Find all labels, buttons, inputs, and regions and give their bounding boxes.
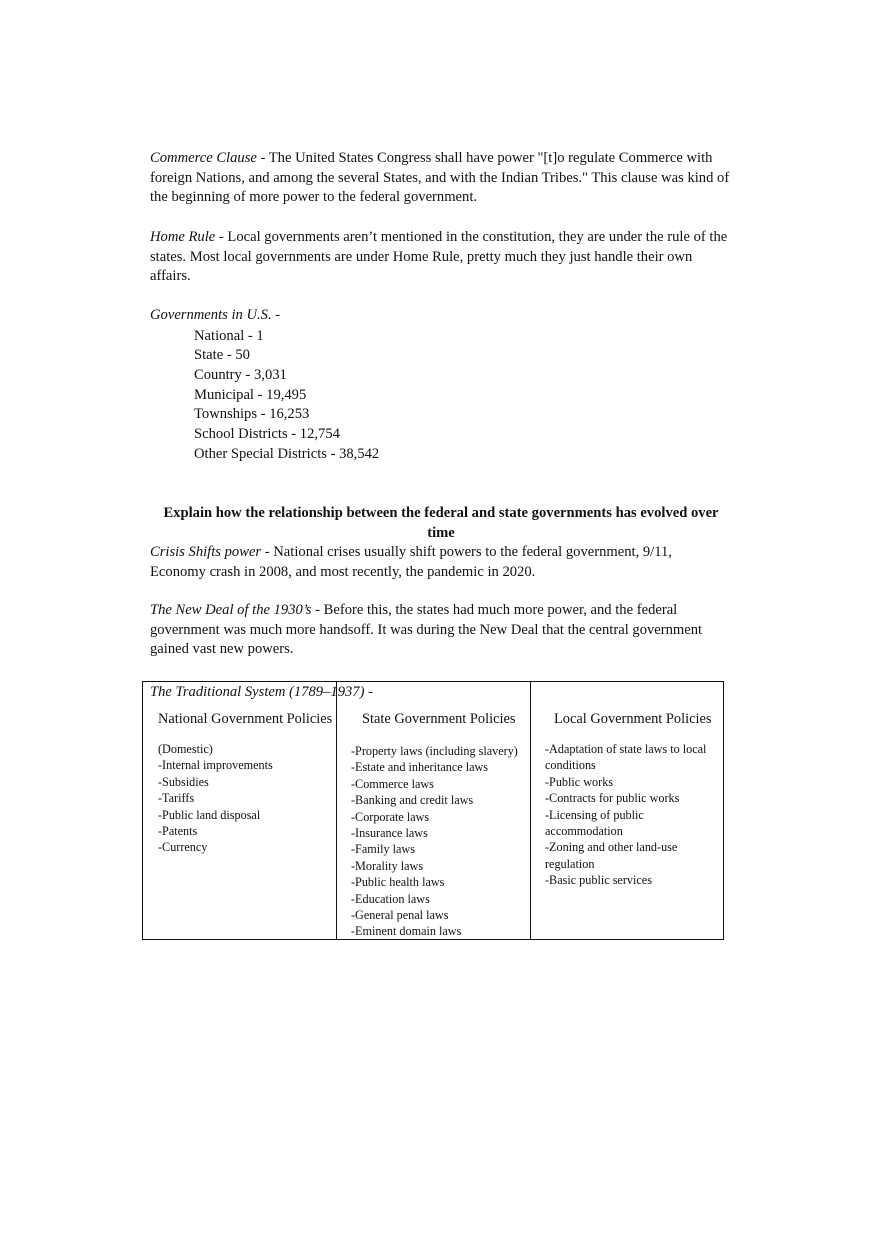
governments-term: Governments in U.S. bbox=[150, 307, 272, 323]
crisis-term: Crisis Shifts power bbox=[150, 544, 262, 560]
local-policies-list bbox=[545, 741, 721, 889]
governments-section bbox=[150, 306, 730, 465]
home-rule-text: - Local governments aren’t mentioned in the constitution, they are under the rule of the states. Most local governments are under Home Rule, pretty much they just handle their own affairs. bbox=[150, 229, 728, 285]
list-item: -Morality laws bbox=[351, 858, 424, 873]
list-item: School Districts - 12,754 bbox=[194, 426, 340, 443]
list-item: Townships - 16,253 bbox=[194, 406, 310, 423]
home-rule-term: Home Rule bbox=[150, 229, 216, 245]
state-policies-heading: State Government Policies bbox=[362, 711, 516, 727]
list-item: -Public health laws bbox=[351, 875, 445, 890]
list-item: -Subsidies bbox=[158, 774, 209, 789]
list-item: -Licensing of public accommodation bbox=[545, 807, 644, 839]
commerce-clause-term: Commerce Clause bbox=[150, 150, 257, 166]
list-item: -Commerce laws bbox=[351, 776, 434, 791]
list-item: Country - 3,031 bbox=[194, 367, 287, 383]
traditional-system-table bbox=[142, 681, 724, 940]
list-item: -Currency bbox=[158, 840, 208, 855]
list-item: -Eminent domain laws bbox=[351, 924, 462, 939]
section-heading: Explain how the relationship between the federal and state governments has evolved over time bbox=[163, 505, 719, 541]
list-item: Other Special Districts - 38,542 bbox=[194, 445, 380, 462]
list-item: -Adaptation of state laws to local conditions bbox=[545, 742, 707, 773]
new-deal-term: The New Deal of the 1930’s bbox=[150, 602, 312, 618]
list-item: -Corporate laws bbox=[351, 809, 430, 824]
list-item: -Public land disposal bbox=[158, 807, 261, 822]
list-item: -Tariffs bbox=[158, 791, 195, 806]
national-policies-list bbox=[158, 741, 334, 856]
local-policies-heading: Local Government Policies bbox=[554, 711, 712, 727]
governments-suffix: - bbox=[271, 307, 281, 323]
list-item: -Internal improvements bbox=[158, 758, 273, 773]
list-item: -Public works bbox=[545, 774, 614, 789]
commerce-clause-text: - The United States Congress shall have power "[t]o regulate Commerce with foreign Nations, and among the several States, and with the Indian Tribes." This clause was kind of the beginning of more power to the federal government. bbox=[150, 150, 730, 206]
table-title: The Traditional System (1789–1937) - bbox=[150, 684, 373, 700]
national-policies-heading: National Government Policies bbox=[158, 711, 333, 727]
crisis-text: - National crises usually shift powers to the federal government, 9/11, Economy crash in 2008, and most recently, the pandemic in 2020. bbox=[150, 544, 672, 580]
list-item: -Property laws (including slavery) bbox=[351, 744, 518, 758]
list-item: -Banking and credit laws bbox=[351, 793, 474, 808]
list-item: -Education laws bbox=[351, 891, 430, 906]
list-item: -Contracts for public works bbox=[545, 791, 680, 806]
list-item: -Basic public services bbox=[545, 873, 652, 888]
list-item: -Estate and inheritance laws bbox=[351, 760, 489, 775]
state-policies-list bbox=[351, 743, 529, 940]
list-item: -Zoning and other land-use regulation bbox=[545, 840, 678, 871]
list-item: (Domestic) bbox=[158, 742, 213, 756]
list-item: -General penal laws bbox=[351, 908, 449, 923]
governments-list bbox=[194, 327, 730, 465]
governments-heading bbox=[150, 306, 730, 326]
list-item: -Family laws bbox=[351, 842, 415, 857]
crisis-paragraph bbox=[150, 543, 730, 582]
list-item: Municipal - 19,495 bbox=[194, 386, 307, 403]
new-deal-text: - Before this, the states had much more power, and the federal government was much more handsoff. It was during the New Deal that the central government gained vast new powers. bbox=[150, 602, 703, 658]
list-item: -Insurance laws bbox=[351, 826, 428, 841]
home-rule-paragraph bbox=[150, 228, 730, 287]
column-divider bbox=[336, 682, 337, 939]
commerce-clause-paragraph bbox=[150, 149, 730, 208]
list-item: -Patents bbox=[158, 824, 198, 839]
column-divider bbox=[530, 682, 531, 939]
list-item: State - 50 bbox=[194, 347, 250, 364]
list-item: National - 1 bbox=[194, 327, 264, 344]
new-deal-paragraph bbox=[150, 601, 730, 660]
